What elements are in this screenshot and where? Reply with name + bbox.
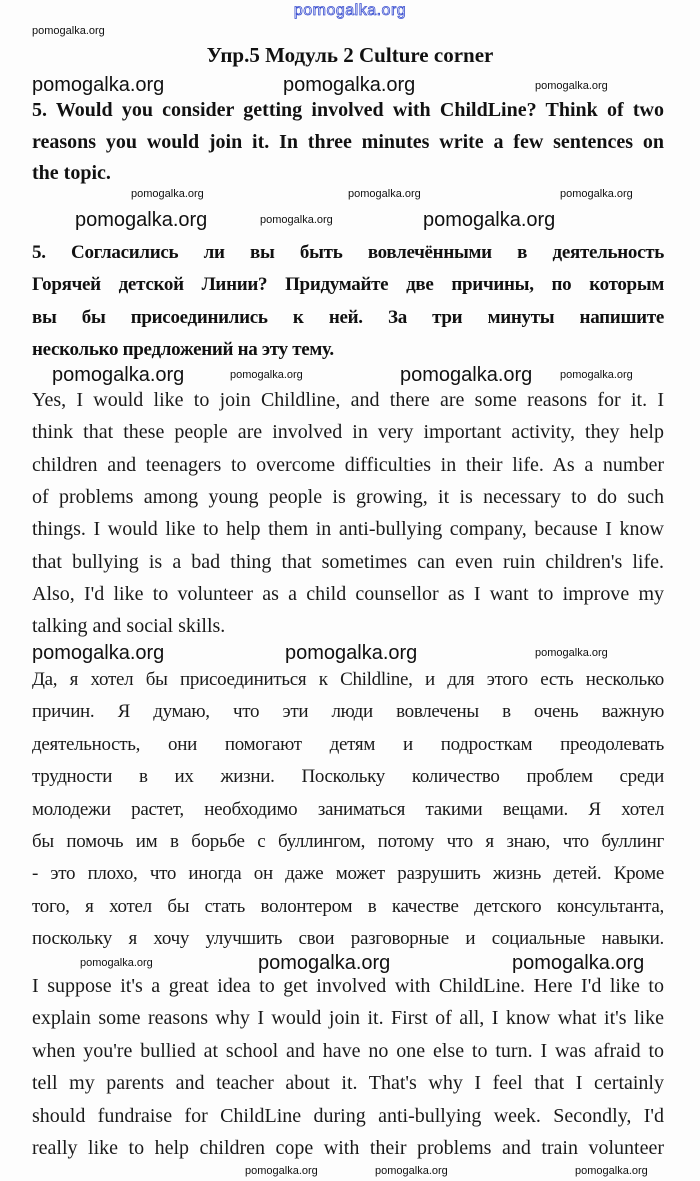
answer-en-2-line: I suppose it's a great idea to get involved with ChildLine. Here I'd like to bbox=[32, 975, 664, 997]
watermark: pomogalka.org bbox=[131, 188, 204, 200]
answer-ru-line: - это плохо, что иногда он даже может разрушить жизнь детей. Кроме bbox=[32, 863, 664, 885]
answer-en-2-line: tell my parents and teacher about it. That's why I feel that I certainly bbox=[32, 1072, 664, 1095]
question-ru-line: вы бы присоединились к ней. За три минуты напишите bbox=[32, 306, 664, 328]
watermark: pomogalka.org bbox=[512, 952, 645, 974]
watermark: pomogalka.org bbox=[258, 952, 391, 974]
answer-en-2-line: when you're bullied at school and have no one else to turn. I was afraid to bbox=[32, 1039, 664, 1062]
watermark: pomogalka.org bbox=[52, 364, 185, 386]
question-en-line: reasons you would join it. In three minutes write a few sentences on bbox=[32, 130, 664, 153]
watermark: pomogalka.org bbox=[423, 209, 556, 231]
answer-en-1-line: that bullying is a bad thing that sometimes can even ruin children's life. bbox=[32, 550, 664, 573]
watermark: pomogalka.org bbox=[80, 957, 153, 969]
answer-en-1-line: Yes, I would like to join Childline, and there are some reasons for it. I bbox=[32, 389, 664, 411]
watermark: pomogalka.org bbox=[285, 642, 418, 664]
answer-ru-line: молодежи растет, необходимо заниматься такими вещами. Я хотел bbox=[32, 798, 664, 820]
answer-ru-line: Да, я хотел бы присоединиться к Childline, и для этого есть несколько bbox=[32, 669, 664, 690]
watermark-top: pomogalka.org bbox=[293, 2, 407, 19]
answer-ru-line: деятельность, они помогают детям и подросткам преодолевать bbox=[32, 733, 664, 755]
answer-ru-line: бы помочь им в борьбе с буллингом, потому что я знаю, что буллинг bbox=[32, 831, 664, 852]
answer-en-2-line: really like to help children cope with their problems and train volunteer bbox=[32, 1137, 664, 1159]
page-title: Упр.5 Модуль 2 Culture corner bbox=[206, 43, 494, 67]
question-en-line: the topic. bbox=[32, 162, 111, 184]
watermark: pomogalka.org bbox=[32, 642, 165, 664]
answer-en-1-line: Also, I'd like to volunteer as a child counsellor as I want to improve my bbox=[32, 582, 664, 605]
question-ru-line: Горячей детской Линии? Придумайте две причины, по которым bbox=[32, 274, 664, 296]
watermark: pomogalka.org bbox=[32, 74, 165, 96]
watermark: pomogalka.org bbox=[535, 647, 608, 659]
watermark: pomogalka.org bbox=[400, 364, 533, 386]
answer-ru-line: причин. Я думаю, что эти люди вовлечены в очень важную bbox=[32, 701, 664, 723]
watermark: pomogalka.org bbox=[560, 369, 633, 381]
watermark: pomogalka.org bbox=[560, 188, 633, 200]
answer-en-1-line: children and teenagers to overcome difficulties in their life. As a number bbox=[32, 453, 664, 476]
watermark: pomogalka.org bbox=[75, 209, 208, 231]
answer-ru-line: того, я хотел бы стать волонтером в качестве детского консультанта, bbox=[32, 895, 664, 917]
watermark: pomogalka.org bbox=[348, 188, 421, 200]
watermark: pomogalka.org bbox=[230, 369, 303, 381]
question-ru-line: 5. Согласились ли вы быть вовлечёнными в деятельность bbox=[32, 242, 664, 263]
watermark: pomogalka.org bbox=[575, 1165, 648, 1177]
watermark: pomogalka.org bbox=[375, 1165, 448, 1177]
watermark: pomogalka.org bbox=[245, 1165, 318, 1177]
answer-en-1-line: think that these people are involved in very important activity, they help bbox=[32, 421, 664, 444]
watermark: pomogalka.org bbox=[32, 25, 105, 37]
answer-ru-line: поскольку я хочу улучшить свои разговорные и социальные навыки. bbox=[32, 928, 664, 950]
answer-en-2-line: explain some reasons why I would join it. First of all, I know what it's like bbox=[32, 1007, 664, 1030]
answer-en-1-line: of problems among young people is growing, it is necessary to do such bbox=[32, 485, 664, 508]
watermark: pomogalka.org bbox=[535, 80, 608, 92]
question-ru-line: несколько предложений на эту тему. bbox=[32, 338, 334, 360]
watermark: pomogalka.org bbox=[283, 74, 416, 96]
answer-en-1-line: things. I would like to help them in anti-bullying company, because I know bbox=[32, 518, 664, 541]
answer-en-2-line: should fundraise for ChildLine during anti-bullying week. Secondly, I'd bbox=[32, 1104, 664, 1127]
answer-ru-line: трудности в их жизни. Поскольку количество проблем среди bbox=[32, 766, 664, 788]
question-en-line: 5. Would you consider getting involved with ChildLine? Think of two bbox=[32, 99, 664, 121]
watermark: pomogalka.org bbox=[260, 214, 333, 226]
answer-en-1-line: talking and social skills. bbox=[32, 615, 226, 638]
